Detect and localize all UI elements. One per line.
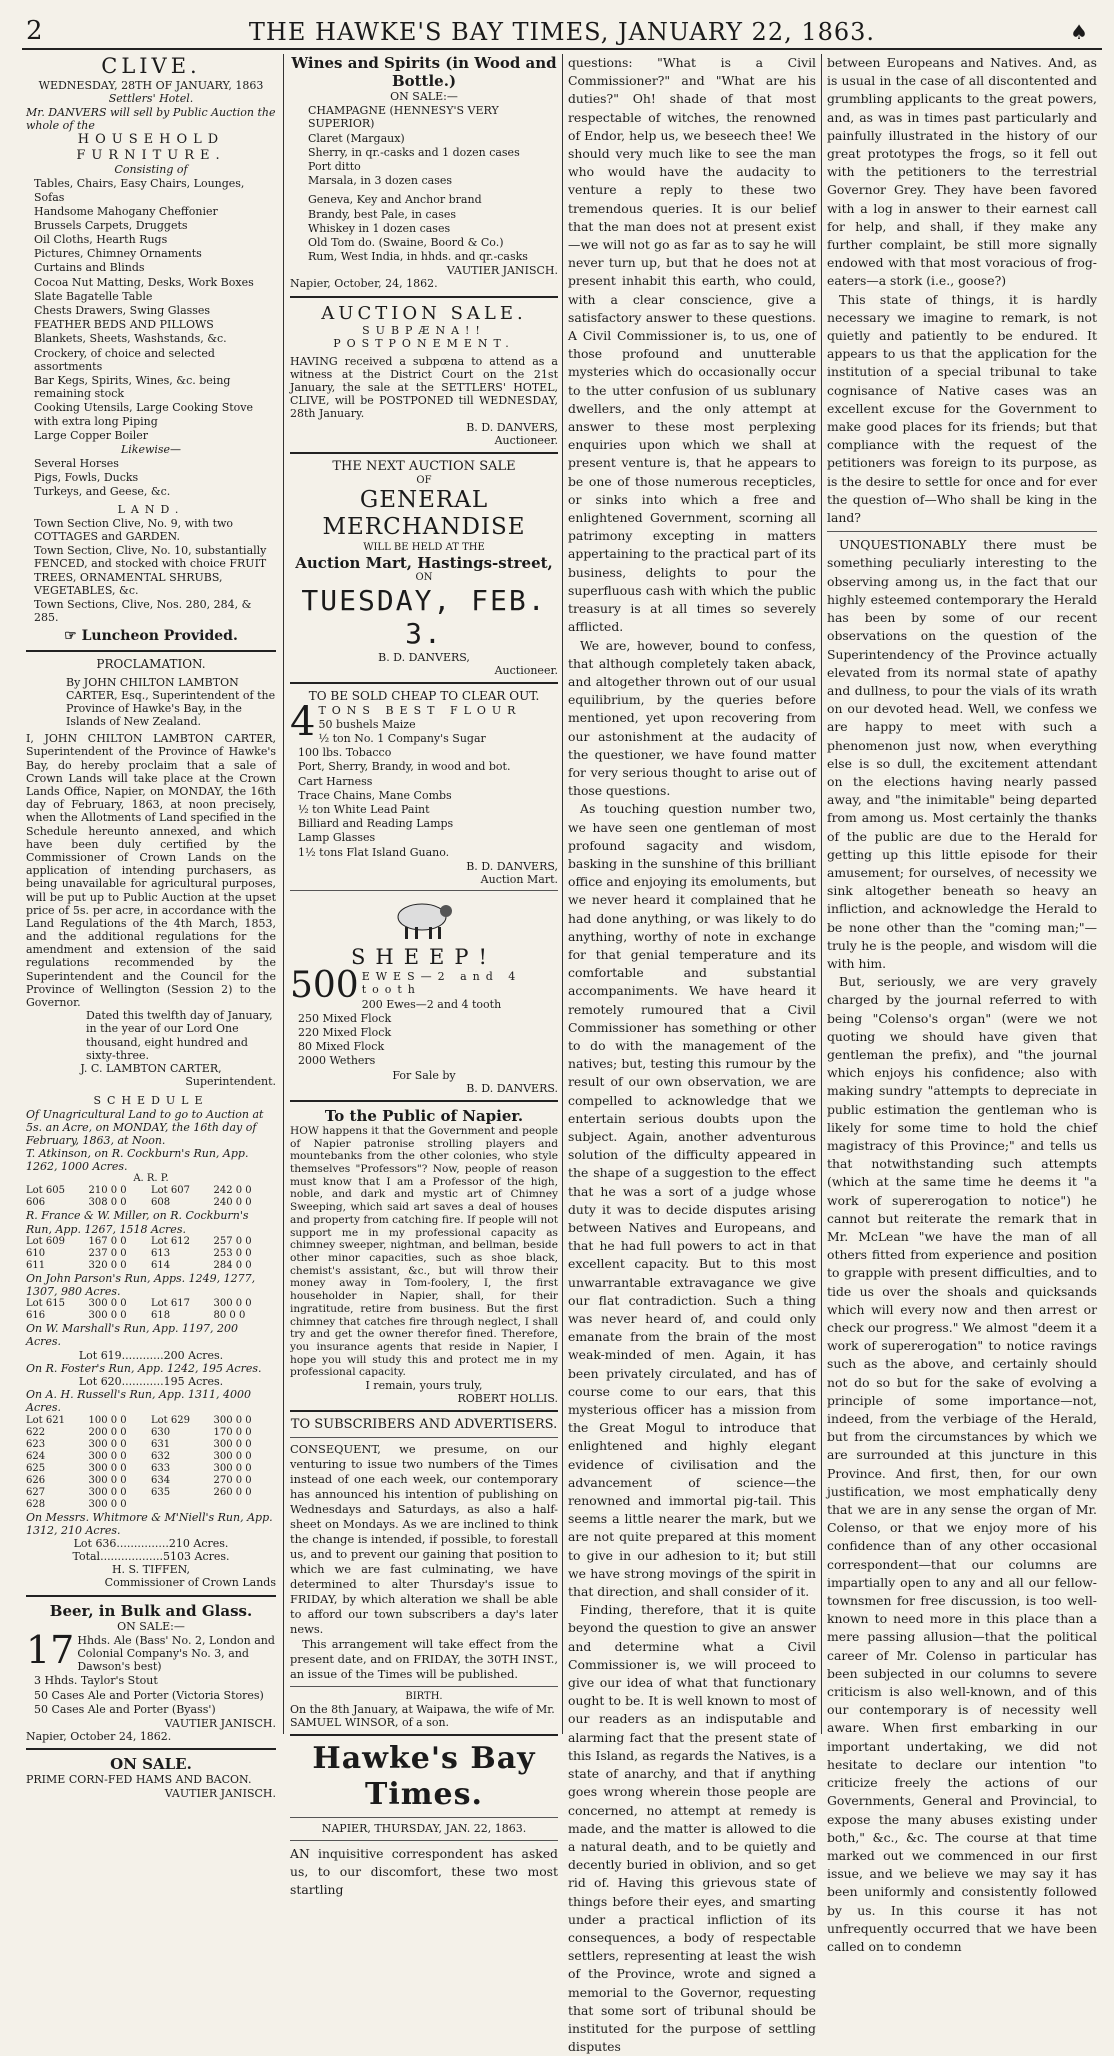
table-cell: 625 bbox=[26, 1462, 46, 1474]
land-title: LAND. bbox=[117, 502, 185, 516]
divider bbox=[26, 650, 276, 652]
lot-table bbox=[26, 1236, 276, 1272]
postponement-label: POSTPONEMENT. bbox=[333, 337, 515, 351]
editorial-paragraph: between Europeans and Natives. And, as is usual in the case of all discontented and grumbling applicants to the great powers, and, as was in times past particularly and painfully illustrated in the history of our great prototypes the frogs, so it fell out with the petitioners to the terrestrial Governor Grey. They have been favored with a log in answer to their earnest call for help, and shall, if they make any further complaint, be still more signally endowed with that most voracious of frog-eaters—a stork (i.e., goose?) bbox=[827, 55, 1097, 289]
cheap-heading: TO BE SOLD CHEAP TO CLEAR OUT. bbox=[308, 689, 540, 704]
list-item: 250 Mixed Flock bbox=[298, 1011, 392, 1025]
wines-seller: VAUTIER JANISCH. bbox=[446, 264, 558, 278]
list-item: Claret (Margaux) bbox=[308, 131, 405, 145]
table-cell: 300 0 0 bbox=[88, 1298, 127, 1310]
furniture-title: HOUSEHOLD FURNITURE. bbox=[76, 131, 226, 163]
list-item: Bar Kegs, Spirits, Wines, &c. being remaining stock bbox=[34, 373, 231, 401]
table-cell: 633 bbox=[151, 1462, 171, 1474]
table-cell: 308 0 0 bbox=[88, 1197, 127, 1209]
divider bbox=[290, 682, 558, 684]
sheep-list bbox=[290, 998, 558, 1068]
table-cell: 300 0 0 bbox=[213, 1462, 252, 1474]
column-rule bbox=[283, 54, 284, 1734]
list-item: Sherry, in qr.-casks and 1 dozen cases bbox=[308, 145, 520, 159]
proclamation-body: I, JOHN CHILTON LAMBTON CARTER, Superintendent of the Province of Hawke's Bay, do hereby proclaim that a sale of Crown Lands will take place at the Crown Lands Office, Napier, on MONDAY, the 16th day of February, 1863, at noon precisely, when the Allotments of Land specified in the Schedule hereunto annexed, and which have been duly certified by the Commissioner of Crown Lands on the application of intending purchasers, as being unavailable for agricultural purposes, will be put up to Public Auction at the upset price of 5s. per acre, in accordance with the Land Regulations of the 4th March, 1853, and the additional regulations for the amendment and extension of the said regulations recommended by the Superintendent and the Council for the Province of Wellington (Session 2) to the Governor. bbox=[26, 732, 276, 1009]
furniture-list bbox=[26, 177, 276, 442]
list-item: Large Copper Boiler bbox=[34, 428, 149, 442]
table-row bbox=[26, 1185, 276, 1197]
table-row bbox=[26, 1475, 276, 1487]
auction-sale-heading: AUCTION SALE. bbox=[321, 302, 527, 324]
table-cell: 300 0 0 bbox=[213, 1438, 252, 1450]
divider bbox=[290, 1686, 558, 1687]
list-item: 50 bushels Maize bbox=[318, 717, 416, 731]
list-item: 3 Hhds. Taylor's Stout bbox=[34, 1674, 158, 1688]
proclamation-by: By JOHN CHILTON LAMBTON CARTER, Esq., Superintendent of the Province of Hawke's Bay, in the Islands of New Zealand. bbox=[66, 675, 276, 729]
schedule-heading: SCHEDULE bbox=[93, 1094, 209, 1108]
table-row bbox=[26, 1310, 276, 1322]
table-cell: 616 bbox=[26, 1310, 46, 1322]
column-2 bbox=[290, 54, 558, 1897]
divider bbox=[290, 1734, 558, 1736]
editorial-paragraph: questions: "What is a Civil Commissioner?" and "What are his duties?" Oh! shade of that most respectable of witches, the renowned of Endor, help us, we beseech thee! We should very much like to see the man who would have the audacity to venture a reply to these two tremendous queries. It is our belief that the man does not at present exist—we will not go as far as to say he will never turn up, but that he does not at present inhabit this earth, who could, with a clear conscience, give a satisfactory answer to these questions. A Civil Commissioner is, to us, one of those profound and unutterable mysteries which do occasionally occur to the utter confusion of us sublunary dwellers, and the only attempt at answer to these most perplexing enquiries upon which we shall at present venture is, that he appears to be one of those numerous recepticles, or sinks into which a free and enlightened Government, scorning all patrimony excepting in matters appertaining to the practical part of its business, delights to pour the superfluous cash with which the public treasury is at all times so severely afflicted. bbox=[568, 55, 816, 635]
cheap-signer-title: Auction Mart. bbox=[480, 872, 558, 886]
list-item: Hhds. Ale (Bass' No. 2, London and Colonial Company's No. 3, and Dawson's best) bbox=[77, 1633, 275, 1674]
editorial-paragraph: UNQUESTIONABLY there must be something peculiarly interesting to the observing among us, in the fact that our highly esteemed contemporary the Herald has been by some of our recent observations on the question of the Superintendency of the Province actually elevated from its normal state of apathy and dullness, to pour the vials of its wrath on our devoted head. Well, we confess we are happy to meet with such a phenomenon just now, when everything else is so dull, the excitement attendant on the elections having nearly passed away, and "the inimitable" being departed from among us. Most certainly the thanks of the public are due to the Herald for getting up this little episode for their amusement; for ourselves, of necessity we sink altogether beneath so heavy an infliction, and acknowledge the Herald to be none other than the "coming man;"—truly he is the people, and wisdom will die with him. bbox=[827, 537, 1097, 971]
lot-line: Lot 620............195 Acres. bbox=[78, 1374, 224, 1388]
page-title: THE HAWKE'S BAY TIMES, JANUARY 22, 1863. bbox=[248, 18, 876, 46]
table-cell: 610 bbox=[26, 1247, 46, 1259]
sheep-heading: SHEEP! bbox=[351, 945, 497, 970]
list-item: 80 Mixed Flock bbox=[298, 1040, 385, 1054]
beer-date: Napier, October 24, 1862. bbox=[26, 1730, 172, 1744]
table-cell: 630 bbox=[151, 1426, 171, 1438]
beer-seller: VAUTIER JANISCH. bbox=[164, 1716, 276, 1730]
list-item: Brussels Carpets, Druggets bbox=[34, 218, 188, 232]
list-item: Brandy, best Pale, in cases bbox=[308, 207, 456, 221]
list-item: Rum, West India, in hhds. and qr.-casks bbox=[308, 250, 528, 264]
list-item: Crockery, of choice and selected assortments bbox=[34, 346, 215, 373]
table-cell: 170 0 0 bbox=[213, 1426, 252, 1438]
table-cell: 626 bbox=[26, 1474, 46, 1486]
next-auction-on: ON bbox=[415, 571, 433, 583]
table-cell: 631 bbox=[151, 1438, 171, 1450]
column-3 bbox=[568, 54, 816, 2055]
table-cell: 100 0 0 bbox=[88, 1414, 127, 1426]
page-header bbox=[22, 14, 1102, 50]
table-cell: 257 0 0 bbox=[213, 1235, 252, 1247]
editorial-intro: AN inquisitive correspondent has asked us, to our discomfort, these two most startling bbox=[290, 1845, 558, 1897]
schedule-run: T. Atkinson, on R. Cockburn's Run, App. 1262, 1000 Acres. bbox=[26, 1147, 249, 1174]
table-cell: 613 bbox=[151, 1247, 171, 1259]
list-item: 2000 Wethers bbox=[298, 1054, 376, 1068]
table-cell bbox=[151, 1499, 214, 1511]
divider bbox=[26, 1595, 276, 1597]
table-cell bbox=[214, 1499, 277, 1511]
divider bbox=[827, 531, 1097, 532]
clive-intro: Mr. DANVERS will sell by Public Auction the whole of the bbox=[26, 105, 276, 132]
proclamation-signer: J. C. LAMBTON CARTER, bbox=[80, 1061, 222, 1075]
sheep-number: 500 bbox=[290, 965, 359, 1007]
clive-date: WEDNESDAY, 28TH OF JANUARY, 1863 bbox=[38, 79, 264, 93]
table-cell: 253 0 0 bbox=[213, 1247, 252, 1259]
table-cell: 167 0 0 bbox=[88, 1235, 127, 1247]
table-cell: 210 0 0 bbox=[88, 1185, 127, 1197]
sheep-seller: B. D. DANVERS. bbox=[466, 1081, 558, 1095]
table-cell: 300 0 0 bbox=[213, 1450, 252, 1462]
public-signer: ROBERT HOLLIS. bbox=[457, 1392, 558, 1406]
spirits-list bbox=[300, 193, 558, 263]
list-item: Curtains and Blinds bbox=[34, 261, 145, 275]
editorial-paragraph: This state of things, it is hardly necessary we imagine to remark, is not quietly and patiently to be endured. It appears to us that the application for the institution of a special tribunal to take cognisance of Native cases was an excellent excuse for the Government to make good places for its friends; but that compliance with the request of the petitioners was foreign to its purpose, as is the desire to settle for once and for ever the question of—Who shall be king in the land? bbox=[827, 291, 1097, 526]
proclamation-signer-title: Superintendent. bbox=[185, 1075, 276, 1089]
divider bbox=[26, 1748, 276, 1750]
table-cell: Lot 617 bbox=[151, 1298, 190, 1310]
table-cell: Lot 612 bbox=[151, 1235, 190, 1247]
list-item: ½ ton White Lead Paint bbox=[298, 802, 430, 816]
consisting-label: Consisting of bbox=[114, 163, 188, 177]
cheap-number: 4 bbox=[290, 698, 316, 745]
table-row bbox=[26, 1439, 276, 1451]
table-row bbox=[26, 1248, 276, 1260]
page-number: 2 bbox=[26, 16, 43, 46]
list-item: Geneva, Key and Anchor brand bbox=[308, 193, 482, 207]
masthead-title: Hawke's Bay Times. bbox=[312, 1741, 536, 1813]
list-item: Whiskey in 1 dozen cases bbox=[308, 221, 451, 235]
bell-icon: ♠ bbox=[1070, 20, 1088, 44]
table-cell: 300 0 0 bbox=[88, 1486, 127, 1498]
table-cell: 614 bbox=[151, 1259, 171, 1271]
list-item: Town Sections, Clive, Nos. 280, 284, & 285. bbox=[34, 597, 252, 625]
divider bbox=[290, 890, 558, 891]
divider bbox=[290, 1817, 558, 1818]
list-item: Chests Drawers, Swing Glasses bbox=[34, 304, 211, 317]
list-item: Marsala, in 3 dozen cases bbox=[308, 174, 453, 188]
editorial-paragraph: Finding, therefore, that it is quite beyond the question to give an answer and determine what a Civil Commissioner is, we will proceed to give our idea of what that functionary ought to be. It is well known to most of our readers as an indisputable and alarming fact that the present state of this Island, as regards the Natives, is a state of anarchy, and that if anything goes wrong wherein those people are concerned, no attempt at remedy is made, and the matter is allowed to die a natural death, and to be quietly and decently buried in oblivion, and so get rid of. Having this grievous state of things before their eyes, and smarting under a practical infliction of its consequences, a body of respectable settlers, representing at least the wish of the Province, wrote and signed a memorial to the Governor, requesting that some sort of tribunal should be instituted for the purpose of settling disputes bbox=[568, 1602, 816, 2055]
next-auction-signer-title: Auctioneer. bbox=[494, 664, 558, 678]
pointing-hand-icon: ☞ bbox=[64, 628, 77, 645]
table-cell: 618 bbox=[151, 1310, 171, 1322]
hams-seller: VAUTIER JANISCH. bbox=[164, 1786, 276, 1800]
table-cell: 242 0 0 bbox=[213, 1185, 252, 1197]
table-row bbox=[26, 1415, 276, 1427]
sheep-first: EWES—2 and 4 tooth bbox=[361, 970, 522, 997]
clive-venue: Settlers' Hotel. bbox=[108, 92, 194, 106]
list-item: Town Section Clive, No. 9, with two COTTAGES and GARDEN. bbox=[34, 516, 234, 543]
table-cell: Lot 621 bbox=[26, 1414, 65, 1426]
will-be-held: WILL BE HELD AT THE bbox=[363, 541, 485, 553]
table-cell: 240 0 0 bbox=[213, 1197, 252, 1209]
list-item: Cooking Utensils, Large Cooking Stove with extra long Piping bbox=[34, 401, 254, 428]
list-item: Handsome Mahogany Cheffonier bbox=[34, 204, 218, 218]
list-item: 200 Ewes—2 and 4 tooth bbox=[361, 997, 502, 1011]
schedule-run: On W. Marshall's Run, App. 1197, 200 Acres. bbox=[26, 1322, 238, 1349]
list-item: Cocoa Nut Matting, Desks, Work Boxes bbox=[34, 275, 254, 289]
lot-line: Lot 619............200 Acres. bbox=[78, 1348, 224, 1362]
table-cell: 608 bbox=[151, 1197, 171, 1209]
wines-heading: Wines and Spirits (in Wood and Bottle.) bbox=[291, 54, 557, 90]
table-cell: 237 0 0 bbox=[88, 1247, 127, 1259]
table-cell: 300 0 0 bbox=[88, 1438, 127, 1450]
auction-signer: B. D. DANVERS, bbox=[466, 420, 558, 434]
table-cell: 622 bbox=[26, 1426, 46, 1438]
public-close: I remain, yours truly, bbox=[365, 1379, 483, 1393]
proclamation-heading: PROCLAMATION. bbox=[96, 657, 206, 672]
next-auction-of: OF bbox=[416, 474, 432, 486]
editorial-paragraph: We are, however, bound to confess, that although completely taken aback, and altogether thrown out of our usual equilibrium, by the queries before mentioned, yet upon recovering from our astonishment at the audacity of the questioner, we have found matter for very serious thought to arise out of those questions. bbox=[568, 637, 816, 799]
column-rule bbox=[821, 54, 822, 1734]
schedule-run: On Messrs. Whitmore & M'Niell's Run, App. 1312, 210 Acres. bbox=[26, 1510, 273, 1537]
hams-text: PRIME CORN-FED HAMS AND BACON. bbox=[26, 1773, 252, 1787]
next-auction-signer: B. D. DANVERS, bbox=[378, 650, 470, 664]
divider bbox=[290, 452, 558, 454]
list-item: CHAMPAGNE (HENNESY'S VERY SUPERIOR) bbox=[308, 104, 499, 131]
table-cell: 300 0 0 bbox=[88, 1474, 127, 1486]
list-item: ½ ton No. 1 Company's Sugar bbox=[318, 732, 486, 746]
sheep-icon bbox=[389, 895, 459, 941]
schedule-signer-title: Commissioner of Crown Lands bbox=[104, 1576, 276, 1590]
table-cell: Lot 615 bbox=[26, 1298, 65, 1310]
birth-text: On the 8th January, at Waipawa, the wife of Mr. SAMUEL WINSOR, of a son. bbox=[290, 1702, 555, 1730]
table-cell: Lot 607 bbox=[151, 1185, 190, 1197]
list-item: Port ditto bbox=[308, 159, 361, 173]
luncheon-text: Luncheon Provided. bbox=[81, 628, 238, 645]
lot-table bbox=[26, 1185, 276, 1209]
table-cell: 320 0 0 bbox=[88, 1259, 127, 1271]
table-row bbox=[26, 1260, 276, 1272]
list-item: Oil Cloths, Hearth Rugs bbox=[34, 233, 168, 247]
list-item: Several Horses bbox=[34, 457, 119, 471]
general-merchandise: GENERAL MERCHANDISE bbox=[322, 486, 526, 541]
beer-on-sale: ON SALE:— bbox=[117, 1619, 185, 1633]
wines-on-sale: ON SALE:— bbox=[390, 90, 458, 103]
list-item: Pigs, Fowls, Ducks bbox=[34, 471, 139, 485]
list-item: FEATHER BEDS AND PILLOWS bbox=[34, 318, 214, 332]
schedule-run: R. France & W. Miller, on R. Cockburn's Run, App. 1267, 1518 Acres. bbox=[26, 1209, 249, 1236]
table-cell: 627 bbox=[26, 1486, 46, 1498]
total-line: Total..................5103 Acres. bbox=[72, 1550, 230, 1564]
list-item: Town Section, Clive, No. 10, substantially FENCED, and stocked with choice FRUIT TREES, ORNAMENTAL SHRUBS, VEGETABLES, &c. bbox=[34, 544, 267, 597]
wines-list bbox=[300, 104, 558, 187]
table-row bbox=[26, 1236, 276, 1248]
beer-number: 17 bbox=[26, 1627, 75, 1672]
table-cell: 270 0 0 bbox=[213, 1474, 252, 1486]
divider bbox=[290, 1437, 558, 1438]
table-cell: 200 0 0 bbox=[88, 1426, 127, 1438]
land-list bbox=[26, 517, 276, 625]
schedule-run: On A. H. Russell's Run, App. 1311, 4000 Acres. bbox=[26, 1388, 251, 1415]
schedule-signer: H. S. TIFFEN, bbox=[111, 1563, 191, 1577]
table-cell: 300 0 0 bbox=[88, 1450, 127, 1462]
livestock-list bbox=[26, 457, 276, 499]
table-row bbox=[26, 1499, 276, 1511]
auction-sale-body: HAVING received a subpœna to attend as a witness at the District Court on the 21st January, the sale at the SETTLERS' HOTEL, CLIVE, will be POSTPONED till WEDNESDAY, 28th January. bbox=[290, 354, 558, 421]
table-cell: 635 bbox=[151, 1486, 171, 1498]
table-cell: 284 0 0 bbox=[213, 1259, 252, 1271]
table-cell: 300 0 0 bbox=[213, 1414, 252, 1426]
list-item: 220 Mixed Flock bbox=[298, 1026, 392, 1040]
list-item: Port, Sherry, Brandy, in wood and bot. bbox=[298, 760, 511, 774]
subpoena-label: SUBPÆNA!! bbox=[362, 324, 486, 338]
table-cell: 624 bbox=[26, 1450, 46, 1462]
table-cell: Lot 605 bbox=[26, 1185, 65, 1197]
lot-table bbox=[26, 1298, 276, 1322]
table-cell: 260 0 0 bbox=[213, 1486, 252, 1498]
column-1 bbox=[26, 54, 276, 1800]
public-heading: To the Public of Napier. bbox=[324, 1106, 524, 1125]
list-item: 50 Cases Ale and Porter (Victoria Stores) bbox=[34, 1688, 264, 1702]
column-rule bbox=[562, 54, 563, 1734]
table-cell: 628 bbox=[26, 1498, 46, 1510]
table-row bbox=[26, 1487, 276, 1499]
editorial-paragraph: But, seriously, we are very gravely charged by the journal referred to with being "Colenso's organ" (were we not quoting we should have given that gentleman the prefix), and "the journal which enjoys his confidence; also with making sundry "attempts to depreciate in public estimation the gentleman who is likely for some time to hold the chief magistracy of this Province;" and tells us that notwithstanding such attempts (which at the same time he deems it "a work of supererogation to notice") he cannot but reiterate the remark that in Mr. McLean "we have the man of all others fitted from experience and position to grapple with present difficulties, and to tide us over the shoals and quicksands which will every now and then arrest or check our progress." We almost "deem it a work of supererogation" to notice ravings such as the above, and certainly should not do so but for the sake of evolving a principle of some importance—not, indeed, from the verbiage of the Herald, but from the circumstances by which we are surrounded at this juncture in this Province. And first, then, for our own justification, we most emphatically deny that we are in any sense the organ of Mr. Colenso, or that we enjoy more of his confidence than of any other occasional correspondent—that our columns are impartially open to any and all our fellow-townsmen for free discussion, is too well-known to need more in this place than a mere passing allusion—that the political career of Mr. Colenso in particular has been subjected in our columns to severe criticism is also well-known, and of this our contemporary is of necessity well aware. When first embarking in our important undertaking, we did not hesitate to declare our intention "to criticize freely the actions of our Governments, General and Provincial, to expose the many abuses existing under both," &c., &c. The course at that time marked out we commenced in our first issue, and we believe we may say it has been uniformly and consistently followed by us. In this course it has not unfrequently occurred that we have been called on to condemn bbox=[827, 974, 1097, 1954]
lot-line: Lot 636...............210 Acres. bbox=[73, 1536, 229, 1550]
table-row bbox=[26, 1298, 276, 1310]
table-cell: 300 0 0 bbox=[213, 1298, 252, 1310]
cheap-first: TONS BEST FLOUR bbox=[318, 703, 522, 717]
table-cell: 623 bbox=[26, 1438, 46, 1450]
table-cell: Lot 629 bbox=[151, 1414, 190, 1426]
list-item: Cart Harness bbox=[298, 774, 373, 788]
table-cell: 606 bbox=[26, 1197, 46, 1209]
schedule-run: On R. Foster's Run, App. 1242, 195 Acres. bbox=[26, 1361, 262, 1375]
table-cell: 300 0 0 bbox=[88, 1310, 127, 1322]
likewise-label: Likewise— bbox=[120, 442, 182, 456]
subscribers-body2: This arrangement will take effect from the present date, and on FRIDAY, the 30TH INST., an issue of the Times will be published. bbox=[290, 1636, 558, 1681]
cheap-signer: B. D. DANVERS, bbox=[466, 859, 558, 873]
auction-signer-title: Auctioneer. bbox=[494, 433, 558, 447]
list-item: Tables, Chairs, Easy Chairs, Lounges, Sofas bbox=[34, 177, 245, 204]
table-cell: 632 bbox=[151, 1450, 171, 1462]
birth-heading: BIRTH. bbox=[405, 1690, 443, 1702]
schedule-sub: Of Unagricultural Land to go to Auction at 5s. an Acre, on MONDAY, the 16th day of February, 1863, at Noon. bbox=[26, 1107, 264, 1147]
list-item: 50 Cases Ale and Porter (Byass') bbox=[34, 1702, 216, 1716]
column-4 bbox=[827, 54, 1097, 1954]
table-row bbox=[26, 1463, 276, 1475]
table-cell: 634 bbox=[151, 1474, 171, 1486]
table-cell: Lot 609 bbox=[26, 1235, 65, 1247]
arp-header: A. R. P. bbox=[133, 1173, 169, 1185]
clive-heading: CLIVE. bbox=[101, 54, 201, 78]
list-item: 100 lbs. Tobacco bbox=[298, 746, 392, 760]
table-row bbox=[26, 1197, 276, 1209]
proclamation-dated: Dated this twelfth day of January, in the year of our Lord One thousand, eight hundred and sixty-three. bbox=[86, 1009, 273, 1062]
masthead-dateline: NAPIER, THURSDAY, JAN. 22, 1863. bbox=[321, 1822, 527, 1836]
editorial-paragraph: As touching question number two, we have seen one gentleman of most profound sagacity and wisdom, basking in the sunshine of this brilliant office and enjoying its emoluments, but we never heard it complained that he had done anything, or was likely to do anything, worthy of note in exchange for that genial temperature and its comfortable and substantial accompaniments. We have heard it remotely rumoured that a Civil Commissioner has something or other to do with the management of the natives; but, testing this rumour by the result of our own observation, we are compelled to acknowledge that we entertain serious doubts upon the subject. Again, another adventurous solution of the difficulty appeared in the shape of a suggestion to the effect that he was a sort of a judge whose duty it was to decide disputes arising between Natives and Europeans, and that he had full powers to act in that excellent capacity. But to this most unwarrantable extravagance we give our flat contradiction. Such a thing was never heard of, and could only emanate from the brain of the most weak-minded of men. Again, it has been privately circulated, and has of course come to our ears, that this mysterious officer has a mission from the Great Mogul to introduce that enlightened and highly elegant evidence of civilisation and the advancement of science—the renowned and immortal pig-tail. This seems a little nearer the mark, but we are not quite prepared at this moment to give in our adhesion to it; but still we have strong movings of the spirit in that direction, and shall consider of it. bbox=[568, 801, 816, 1600]
subscribers-heading: TO SUBSCRIBERS AND ADVERTISERS. bbox=[290, 1417, 558, 1433]
list-item: Turkeys, and Geese, &c. bbox=[34, 485, 171, 499]
beer-heading: Beer, in Bulk and Glass. bbox=[49, 1601, 253, 1620]
cheap-list bbox=[290, 718, 558, 859]
table-row bbox=[26, 1451, 276, 1463]
divider bbox=[290, 1840, 558, 1841]
table-cell: 300 0 0 bbox=[88, 1498, 127, 1510]
subscribers-body: CONSEQUENT, we presume, on our venturing to issue two numbers of the Times instead of one each week, our contemporary has announced his intention of publishing on Wednesdays and Saturdays, as also a half-sheet on Mondays. As we are inclined to think the change is intended, if possible, to forestall us, and to prevent our gaining that position to which we are fast culminating, we have determined to alter Thursday's issue to FRIDAY, by which alteration we shall be able to afford our town subscribers a day's later news. bbox=[290, 1441, 558, 1636]
divider bbox=[290, 296, 558, 298]
auction-mart-place: Auction Mart, Hastings-street, bbox=[295, 553, 553, 572]
divider bbox=[290, 1410, 558, 1412]
lot-table bbox=[26, 1415, 276, 1511]
public-body: HOW happens it that the Government and people of Napier patronise strolling players and mountebanks from the other colonies, who style themselves "Professors"? Now, people of reason must know that I am a Professor of the high, noble, and dark and mystic art of Chimney Sweeping, which said art saves a deal of houses and property from catching fire. If people will not support me in my professional capacity as chimney sweeper, nightman, and bellman, beside other minor capacities, such as shoe black, chemist's assistant, &c., but will throw their money away in Tom-foolery, I, the first householder in Napier, shall, for their ingratitude, retire from business. But the first chimney that catches fire through neglect, I shall try and get the owner therefor fined. Therefore, you insurance agents that reside in Napier, I hope you will study this and protect me in my professional capacity. bbox=[290, 1124, 558, 1379]
list-item: Pictures, Chimney Ornaments bbox=[34, 247, 202, 261]
wines-date: Napier, October, 24, 1862. bbox=[290, 277, 438, 291]
list-item: Billiard and Reading Lamps bbox=[298, 817, 454, 831]
list-item: Lamp Glasses bbox=[298, 831, 376, 845]
divider bbox=[290, 1100, 558, 1102]
list-item: Blankets, Sheets, Washstands, &c. bbox=[34, 332, 227, 346]
auction-date: TUESDAY, FEB. 3. bbox=[301, 583, 547, 651]
for-sale-by: For Sale by bbox=[392, 1068, 456, 1082]
table-cell: 611 bbox=[26, 1259, 46, 1271]
list-item: Slate Bagatelle Table bbox=[34, 289, 153, 303]
table-row bbox=[26, 1427, 276, 1439]
luncheon-notice bbox=[26, 628, 276, 645]
table-cell: 80 0 0 bbox=[213, 1310, 246, 1322]
schedule-run: On John Parson's Run, Apps. 1249, 1277, 1307, 980 Acres. bbox=[26, 1271, 256, 1298]
table-cell: 300 0 0 bbox=[88, 1462, 127, 1474]
list-item: 1½ tons Flat Island Guano. bbox=[298, 845, 450, 859]
list-item: Old Tom do. (Swaine, Boord & Co.) bbox=[308, 235, 504, 249]
on-sale-heading: ON SALE. bbox=[110, 1755, 192, 1774]
next-auction-line: THE NEXT AUCTION SALE bbox=[332, 458, 516, 474]
list-item: Trace Chains, Mane Combs bbox=[298, 788, 452, 802]
